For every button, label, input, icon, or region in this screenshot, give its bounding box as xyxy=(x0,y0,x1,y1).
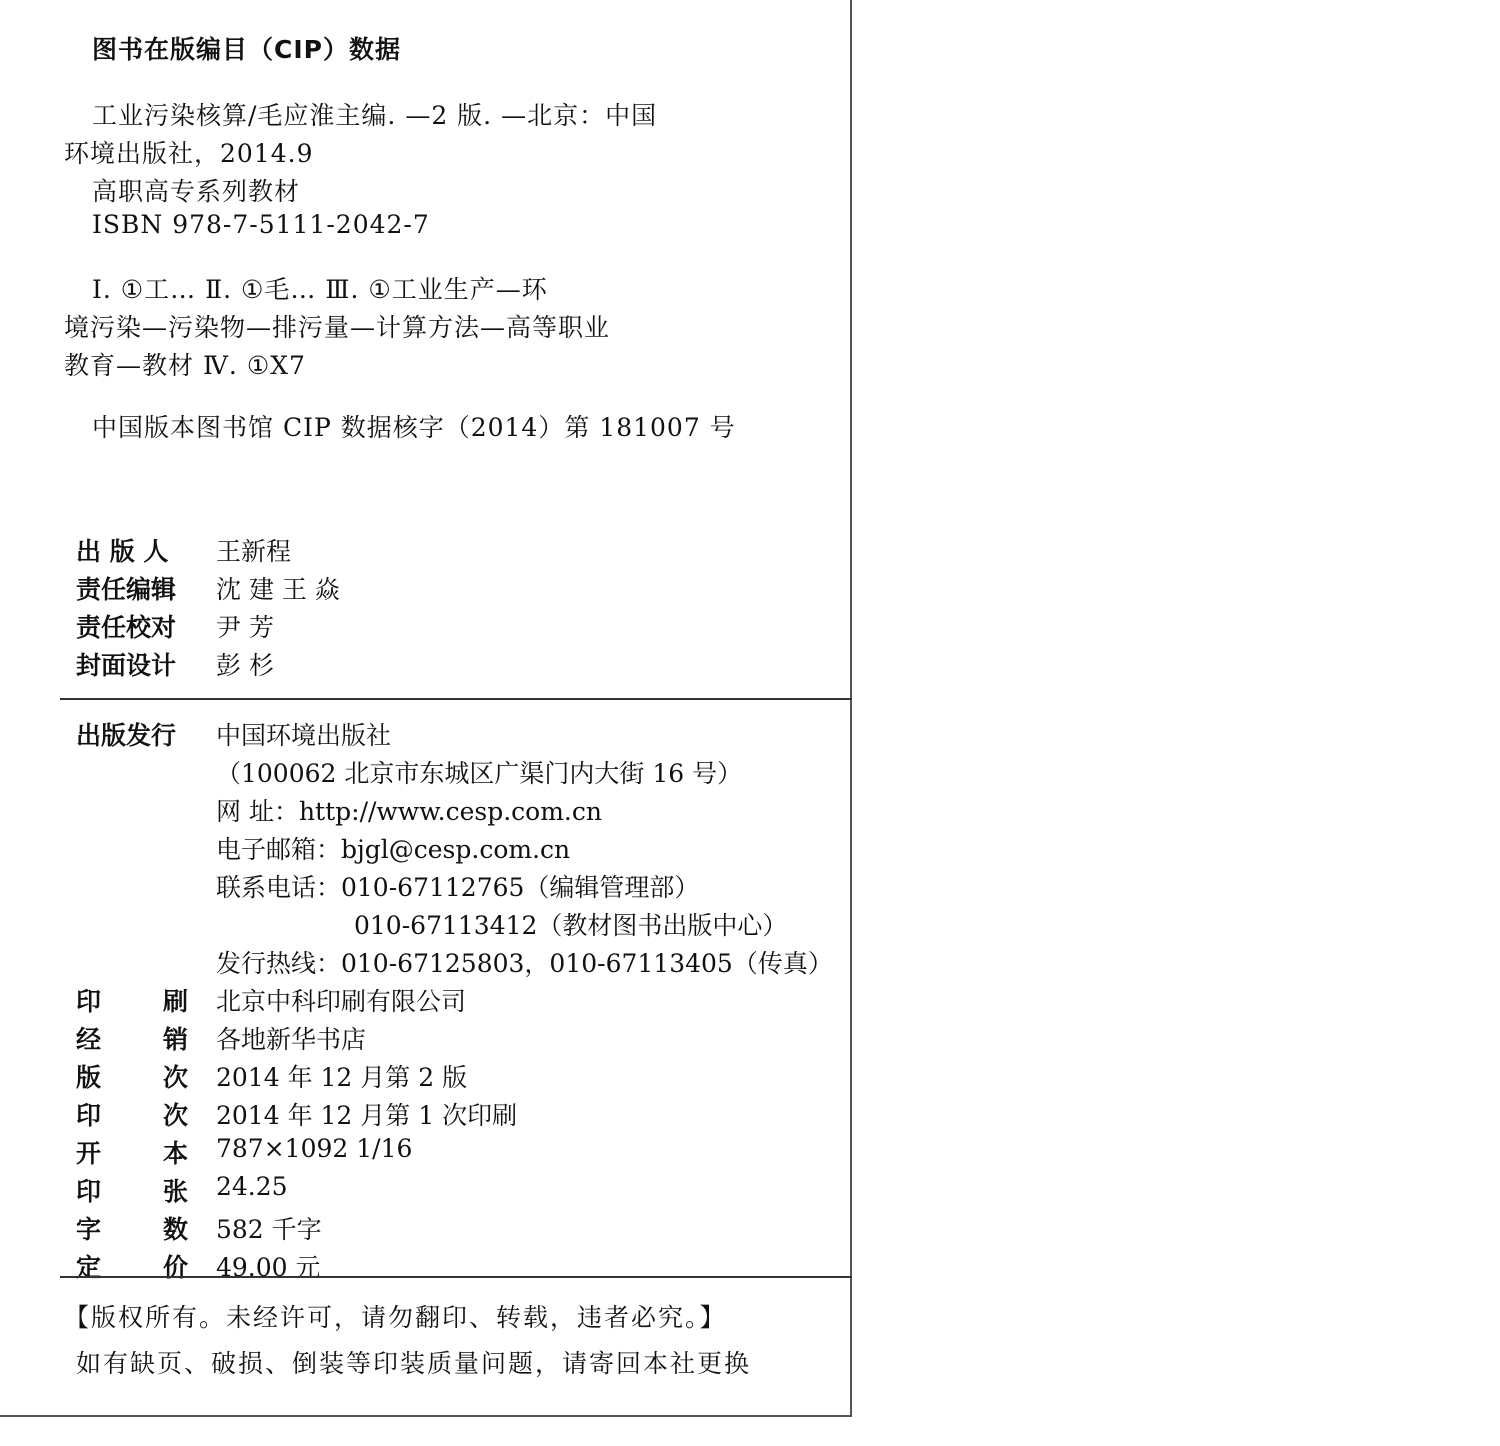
divider-top xyxy=(60,698,852,700)
credit-value-publisher: 王新程 xyxy=(216,537,292,566)
publisher-hotline: 发行热线：010-67125803，010-67113405（传真） xyxy=(216,949,833,978)
spec-label-distributor: 经 销 xyxy=(76,1025,188,1054)
credit-label-editor: 责任编辑 xyxy=(76,575,177,604)
publisher-label: 出版发行 xyxy=(76,721,177,750)
publisher-phone2: 010-67113412（教材图书出版中心） xyxy=(354,911,788,940)
spec-value-edition: 2014 年 12 月第 2 版 xyxy=(216,1063,468,1092)
publisher-website: 网 址：http://www.cesp.com.cn xyxy=(216,797,602,826)
spec-value-printing: 2014 年 12 月第 1 次印刷 xyxy=(216,1101,518,1130)
spec-value-word-count: 582 千字 xyxy=(216,1215,322,1244)
credit-label-publisher: 出 版 人 xyxy=(76,537,169,566)
cip-isbn: ISBN 978-7-5111-2042-7 xyxy=(92,210,430,239)
credit-label-proofreader: 责任校对 xyxy=(76,613,177,642)
publisher-name: 中国环境出版社 xyxy=(216,721,392,750)
spec-value-distributor: 各地新华书店 xyxy=(216,1025,367,1054)
spec-label-printer: 印 刷 xyxy=(76,987,188,1016)
cip-entry-line1: 工业污染核算/毛应淮主编. —2 版. —北京：中国 xyxy=(92,101,658,130)
publisher-email: 电子邮箱：bjgl@cesp.com.cn xyxy=(216,835,571,864)
spec-value-sheets: 24.25 xyxy=(216,1172,288,1201)
cip-heading: 图书在版编目（CIP）数据 xyxy=(92,35,401,64)
publisher-phone1: 联系电话：010-67112765（编辑管理部） xyxy=(216,873,700,902)
spec-label-word-count: 字 数 xyxy=(76,1215,188,1244)
divider-bottom xyxy=(60,1276,852,1278)
spec-value-printer: 北京中科印刷有限公司 xyxy=(216,987,467,1016)
spec-label-price: 定 价 xyxy=(76,1253,188,1282)
credit-value-cover-design: 彭 杉 xyxy=(216,651,274,680)
publisher-address: （100062 北京市东城区广渠门内大街 16 号） xyxy=(216,759,743,788)
spec-value-price: 49.00 元 xyxy=(216,1253,321,1282)
cip-entry-line2: 环境出版社，2014.9 xyxy=(64,139,314,168)
credit-label-cover-design: 封面设计 xyxy=(76,651,177,680)
credit-value-editor: 沈 建 王 焱 xyxy=(216,575,340,604)
credit-value-proofreader: 尹 芳 xyxy=(216,613,274,642)
spec-label-edition: 版 次 xyxy=(76,1063,188,1092)
cip-classification-line3: 教育—教材 Ⅳ. ①X7 xyxy=(64,351,306,380)
replacement-notice: 如有缺页、破损、倒装等印装质量问题，请寄回本社更换 xyxy=(76,1349,752,1378)
cip-record-number: 中国版本图书馆 CIP 数据核字（2014）第 181007 号 xyxy=(92,413,736,442)
spec-label-sheets: 印 张 xyxy=(76,1177,188,1206)
spec-label-printing: 印 次 xyxy=(76,1101,188,1130)
cip-classification-line1: Ⅰ. ①工… Ⅱ. ①毛… Ⅲ. ①工业生产—环 xyxy=(92,275,548,304)
spec-label-format: 开 本 xyxy=(76,1139,188,1168)
cip-classification-line2: 境污染—污染物—排污量—计算方法—高等职业 xyxy=(64,313,611,342)
copyright-notice: 【版权所有。未经许可，请勿翻印、转载，违者必究。】 xyxy=(64,1303,727,1332)
spec-value-format: 787×1092 1/16 xyxy=(216,1134,413,1163)
cip-series: 高职高专系列教材 xyxy=(92,177,301,206)
